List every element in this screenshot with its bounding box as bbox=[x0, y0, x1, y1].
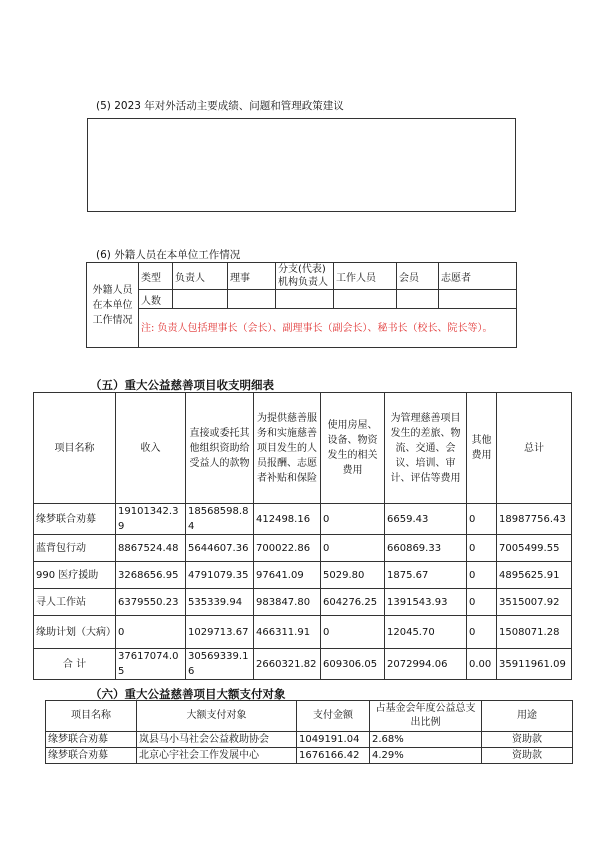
cell: 8867524.48 bbox=[116, 535, 186, 562]
count-cell bbox=[173, 290, 228, 309]
foreign-staff-row-label: 外籍人员在本单位工作情况 bbox=[87, 263, 139, 348]
cell: 2072994.06 bbox=[385, 649, 467, 680]
table-row bbox=[46, 748, 573, 764]
cell: 18568598.84 bbox=[186, 504, 254, 535]
table-row bbox=[34, 589, 572, 616]
cell: 0 bbox=[321, 616, 385, 649]
cell: 缘梦联合劝募 bbox=[46, 732, 137, 748]
cell: 4895625.91 bbox=[497, 562, 572, 589]
count-label: 人数 bbox=[139, 290, 173, 309]
type-label: 类型 bbox=[139, 263, 173, 290]
count-cell bbox=[276, 290, 334, 309]
section5-content-box bbox=[87, 118, 516, 212]
cell: 466311.91 bbox=[254, 616, 321, 649]
cell: 983847.80 bbox=[254, 589, 321, 616]
section6-title: (6) 外籍人员在本单位工作情况 bbox=[96, 249, 241, 261]
foreign-staff-table bbox=[86, 262, 517, 348]
cell: 660869.33 bbox=[385, 535, 467, 562]
cell: 北京心宇社会工作发展中心 bbox=[137, 748, 297, 764]
col-head-leader: 负责人 bbox=[173, 263, 228, 290]
cell: 1391543.93 bbox=[385, 589, 467, 616]
cell: 资助款 bbox=[482, 732, 573, 748]
header-cell: 为管理慈善项目发生的差旅、物流、交通、会议、培训、审计、评估等费用 bbox=[385, 393, 467, 504]
count-cell bbox=[439, 290, 517, 309]
col-head-volunteer: 志愿者 bbox=[439, 263, 517, 290]
section5-title: (5) 2023 年对外活动主要成绩、问题和管理政策建议 bbox=[96, 100, 344, 112]
cell-project: 缘助计划（大病） bbox=[34, 616, 116, 649]
col-head-staff: 工作人员 bbox=[334, 263, 397, 290]
cell: 7005499.55 bbox=[497, 535, 572, 562]
header-cell: 使用房屋、设备、物资发生的相关费用 bbox=[321, 393, 385, 504]
cell: 1875.67 bbox=[385, 562, 467, 589]
cell: 2660321.82 bbox=[254, 649, 321, 680]
cell: 30569339.16 bbox=[186, 649, 254, 680]
cell: 0 bbox=[116, 616, 186, 649]
cell: 19101342.39 bbox=[116, 504, 186, 535]
col-head-director: 理事 bbox=[228, 263, 276, 290]
cell: 3268656.95 bbox=[116, 562, 186, 589]
col-head-branch-leader: 分支(代表)机构负责人 bbox=[276, 263, 334, 290]
cell: 12045.70 bbox=[385, 616, 467, 649]
table-row bbox=[34, 562, 572, 589]
table-row bbox=[34, 504, 572, 535]
header-cell: 项目名称 bbox=[46, 701, 137, 732]
table-row bbox=[46, 732, 573, 748]
foreign-staff-note: 注: 负责人包括理事长（会长）、副理事长（副会长）、秘书长（校长、院长等）。 bbox=[139, 309, 517, 348]
header-cell: 直接或委托其他组织资助给受益人的款物 bbox=[186, 393, 254, 504]
table-row bbox=[34, 535, 572, 562]
cell: 资助款 bbox=[482, 748, 573, 764]
table6-heading: （六）重大公益慈善项目大额支付对象 bbox=[90, 687, 286, 701]
header-cell: 为提供慈善服务和实施慈善项目发生的人员报酬、志愿者补贴和保险 bbox=[254, 393, 321, 504]
cell-project: 寻人工作站 bbox=[34, 589, 116, 616]
cell: 0 bbox=[321, 504, 385, 535]
cell: 0 bbox=[467, 562, 497, 589]
cell: 412498.16 bbox=[254, 504, 321, 535]
cell: 0 bbox=[467, 616, 497, 649]
cell: 604276.25 bbox=[321, 589, 385, 616]
cell: 0 bbox=[467, 504, 497, 535]
header-cell: 占基金会年度公益总支出比例 bbox=[370, 701, 482, 732]
cell: 0.00 bbox=[467, 649, 497, 680]
cell: 3515007.92 bbox=[497, 589, 572, 616]
col-head-member: 会员 bbox=[397, 263, 439, 290]
cell-total-label: 合 计 bbox=[34, 649, 116, 680]
header-cell: 用途 bbox=[482, 701, 573, 732]
cell: 1676166.42 bbox=[297, 748, 370, 764]
cell: 1049191.04 bbox=[297, 732, 370, 748]
cell: 35911961.09 bbox=[497, 649, 572, 680]
cell: 缘梦联合劝募 bbox=[46, 748, 137, 764]
charity-project-table bbox=[33, 392, 572, 680]
header-cell: 支付金额 bbox=[297, 701, 370, 732]
cell: 1029713.67 bbox=[186, 616, 254, 649]
header-cell: 项目名称 bbox=[34, 393, 116, 504]
large-payment-table bbox=[45, 700, 573, 764]
cell: 0 bbox=[467, 589, 497, 616]
cell: 4791079.35 bbox=[186, 562, 254, 589]
header-cell: 大额支付对象 bbox=[137, 701, 297, 732]
cell-project: 990 医疗援助 bbox=[34, 562, 116, 589]
cell: 4.29% bbox=[370, 748, 482, 764]
cell: 5644607.36 bbox=[186, 535, 254, 562]
cell: 700022.86 bbox=[254, 535, 321, 562]
count-cell bbox=[334, 290, 397, 309]
cell-project: 缘梦联合劝募 bbox=[34, 504, 116, 535]
cell: 18987756.43 bbox=[497, 504, 572, 535]
cell: 2.68% bbox=[370, 732, 482, 748]
cell: 97641.09 bbox=[254, 562, 321, 589]
cell: 0 bbox=[321, 535, 385, 562]
count-cell bbox=[228, 290, 276, 309]
cell: 37617074.05 bbox=[116, 649, 186, 680]
cell-project: 蓝背包行动 bbox=[34, 535, 116, 562]
cell: 1508071.28 bbox=[497, 616, 572, 649]
cell: 岚县马小马社会公益救助协会 bbox=[137, 732, 297, 748]
header-cell: 其他费用 bbox=[467, 393, 497, 504]
header-cell: 收入 bbox=[116, 393, 186, 504]
cell: 0 bbox=[467, 535, 497, 562]
cell: 5029.80 bbox=[321, 562, 385, 589]
cell: 6659.43 bbox=[385, 504, 467, 535]
cell: 535339.94 bbox=[186, 589, 254, 616]
table-row bbox=[34, 616, 572, 649]
table5-heading: （五）重大公益慈善项目收支明细表 bbox=[90, 378, 274, 392]
header-cell: 总计 bbox=[497, 393, 572, 504]
count-cell bbox=[397, 290, 439, 309]
cell: 6379550.23 bbox=[116, 589, 186, 616]
cell: 609306.05 bbox=[321, 649, 385, 680]
total-row bbox=[34, 649, 572, 680]
